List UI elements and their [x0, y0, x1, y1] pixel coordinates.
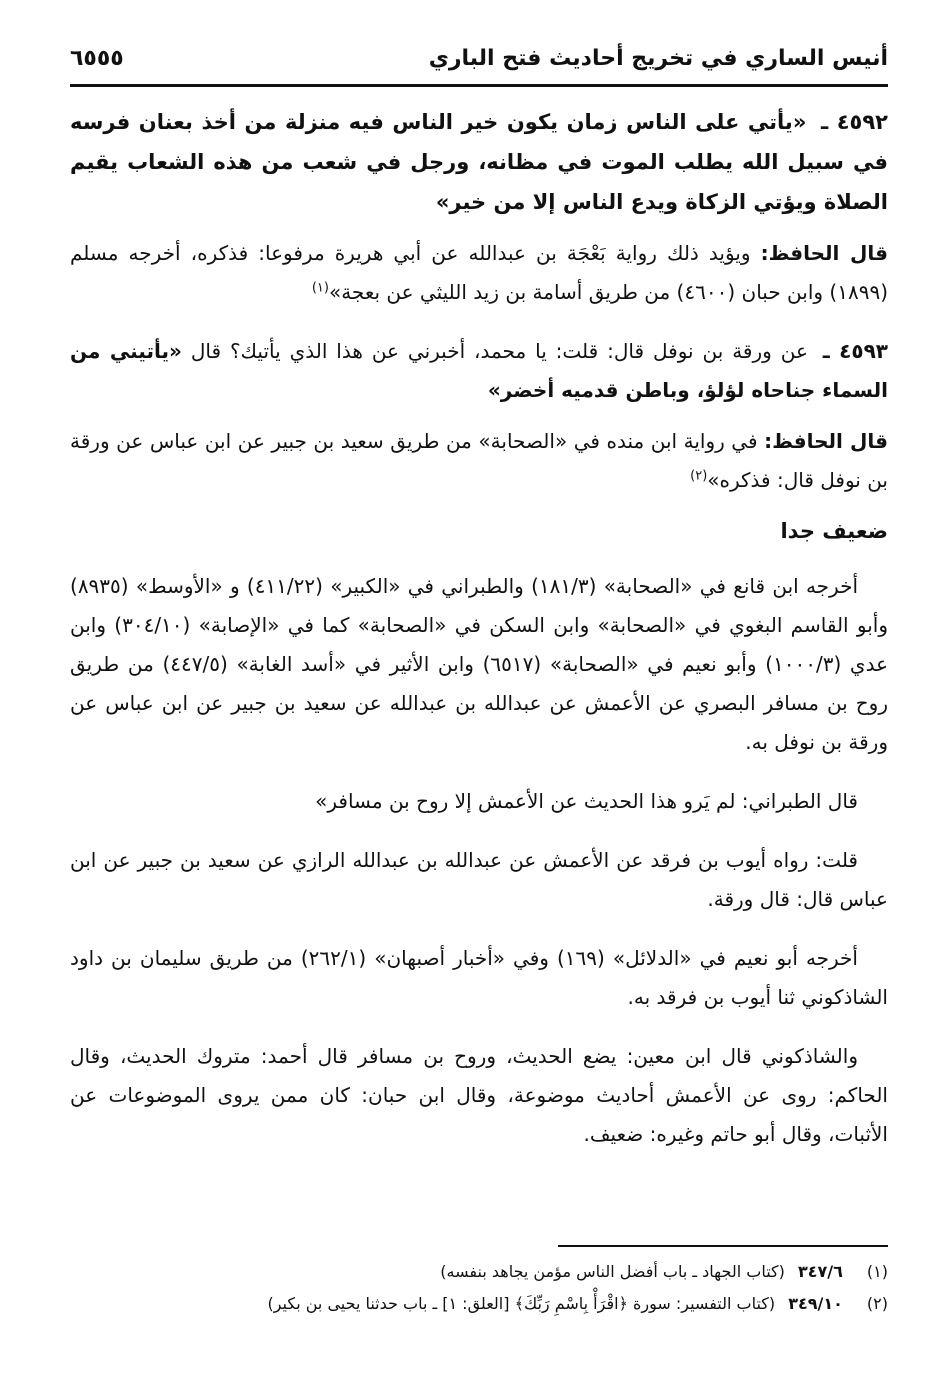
- hadith-4592: [70, 102, 888, 222]
- footnote-number: (١): [866, 1262, 888, 1281]
- page-body: [70, 102, 888, 1166]
- book-title: أنيس الساري في تخريج أحاديث فتح الباري: [428, 46, 888, 71]
- hadith-text-plain: عن ورقة بن نوفل قال: قلت: يا محمد، أخبرني عن هذا الذي يأتيك؟ قال: [190, 339, 808, 363]
- commentary-text: ويؤيد ذلك رواية بَعْجَة بن عبدالله عن أبي هريرة مرفوعا: فذكره، أخرجه مسلم (١٨٩٩) وابن حبان (٤٦٠٠) من طريق أسامة بن زيد الليثي عن بعجة»: [70, 241, 888, 304]
- footnote-divider: [558, 1245, 888, 1247]
- page-number: ٦٥٥٥: [70, 46, 124, 71]
- hadith-text-bold: «يأتيني من السماء جناحاه لؤلؤ، وباطن قدميه أخضر»: [70, 339, 888, 402]
- commentary-4593: [70, 422, 888, 500]
- commentary-label: قال الحافظ:: [760, 241, 888, 265]
- footnote-text: (كتاب الجهاد ـ باب أفضل الناس مؤمن يجاهد بنفسه): [440, 1262, 785, 1281]
- hadith-4593: [70, 332, 888, 410]
- footnote-marker: (٢): [690, 468, 708, 484]
- hadith-number: ٤٥٩٢ ـ: [820, 110, 888, 134]
- shadhakuni-paragraph: والشاذكوني قال ابن معين: يضع الحديث، وروح بن مسافر قال أحمد: متروك الحديث، وقال الحاكم: روى عن الأعمش أحاديث موضوعة، وقال ابن حبان: كان ممن يروى الموضوعات عن الأثبات، وقال أبو حاتم وغيره: ضعيف.: [70, 1044, 888, 1146]
- footnotes: [70, 1256, 888, 1320]
- hadith-number: ٤٥٩٣ ـ: [822, 339, 888, 363]
- footnote-reference: ٣٤٧/٦: [798, 1262, 843, 1281]
- commentary-text: في رواية ابن منده في «الصحابة» من طريق سعيد بن جبير عن ابن عباس عن ورقة بن نوفل قال: فذكره»: [70, 429, 888, 492]
- qultu-paragraph: قلت: رواه أيوب بن فرقد عن الأعمش عن عبدالله بن عبدالله الرازي عن سعيد بن جبير عن ابن عباس قال: قال ورقة.: [70, 848, 888, 911]
- commentary-label: قال الحافظ:: [764, 429, 888, 453]
- footnote-reference: ٣٤٩/١٠: [788, 1294, 843, 1313]
- tabarani-paragraph: قال الطبراني: لم يَرو هذا الحديث عن الأعمش إلا روح بن مسافر»: [315, 789, 858, 813]
- footnote-1: [70, 1256, 888, 1288]
- takhrij-paragraph: أخرجه ابن قانع في «الصحابة» (١٨١/٣) والطبراني في «الكبير» (٤١١/٢٢) و «الأوسط» (٨٩٣٥) وأبو القاسم البغوي في «الصحابة» وابن السكن في «الصحابة» كما في «الإصابة» (٣٠٤/١٠) وابن عدي (١٠٠٠/٣) وأبو نعيم في «الصحابة» (٦٥١٧) وابن الأثير في «أسد الغابة» (٤٤٧/٥) من طريق روح بن مسافر البصري عن الأعمش عن عبدالله بن عبدالله عن سعيد بن جبير عن ابن عباس عن ورقة بن نوفل به.: [70, 574, 889, 754]
- footnote-number: (٢): [866, 1294, 888, 1313]
- abu-nuaym-paragraph: أخرجه أبو نعيم في «الدلائل» (١٦٩) وفي «أخبار أصبهان» (٢٦٢/١) من طريق سليمان بن داود الشاذكوني ثنا أيوب بن فرقد به.: [70, 946, 888, 1009]
- commentary-4592: [70, 234, 888, 312]
- footnote-marker: (١): [311, 280, 329, 296]
- book-page: [70, 40, 888, 1360]
- running-header: [70, 40, 888, 87]
- footnote-text: (كتاب التفسير: سورة ﴿اقْرَأْ بِاسْمِ رَبِّكَ﴾ [العلق: ١] ـ باب حدثنا يحيى بن بكير): [267, 1294, 776, 1313]
- hadith-text: «يأتي على الناس زمان يكون خير الناس فيه منزلة من أخذ بعنان فرسه في سبيل الله يطلب الموت في مظانه، ورجل في شعب من هذه الشعاب يقيم الصلاة ويؤتي الزكاة ويدع الناس إلا من خير»: [70, 110, 888, 214]
- hadith-grade: ضعيف جدا: [780, 519, 888, 543]
- footnote-2: [70, 1288, 888, 1320]
